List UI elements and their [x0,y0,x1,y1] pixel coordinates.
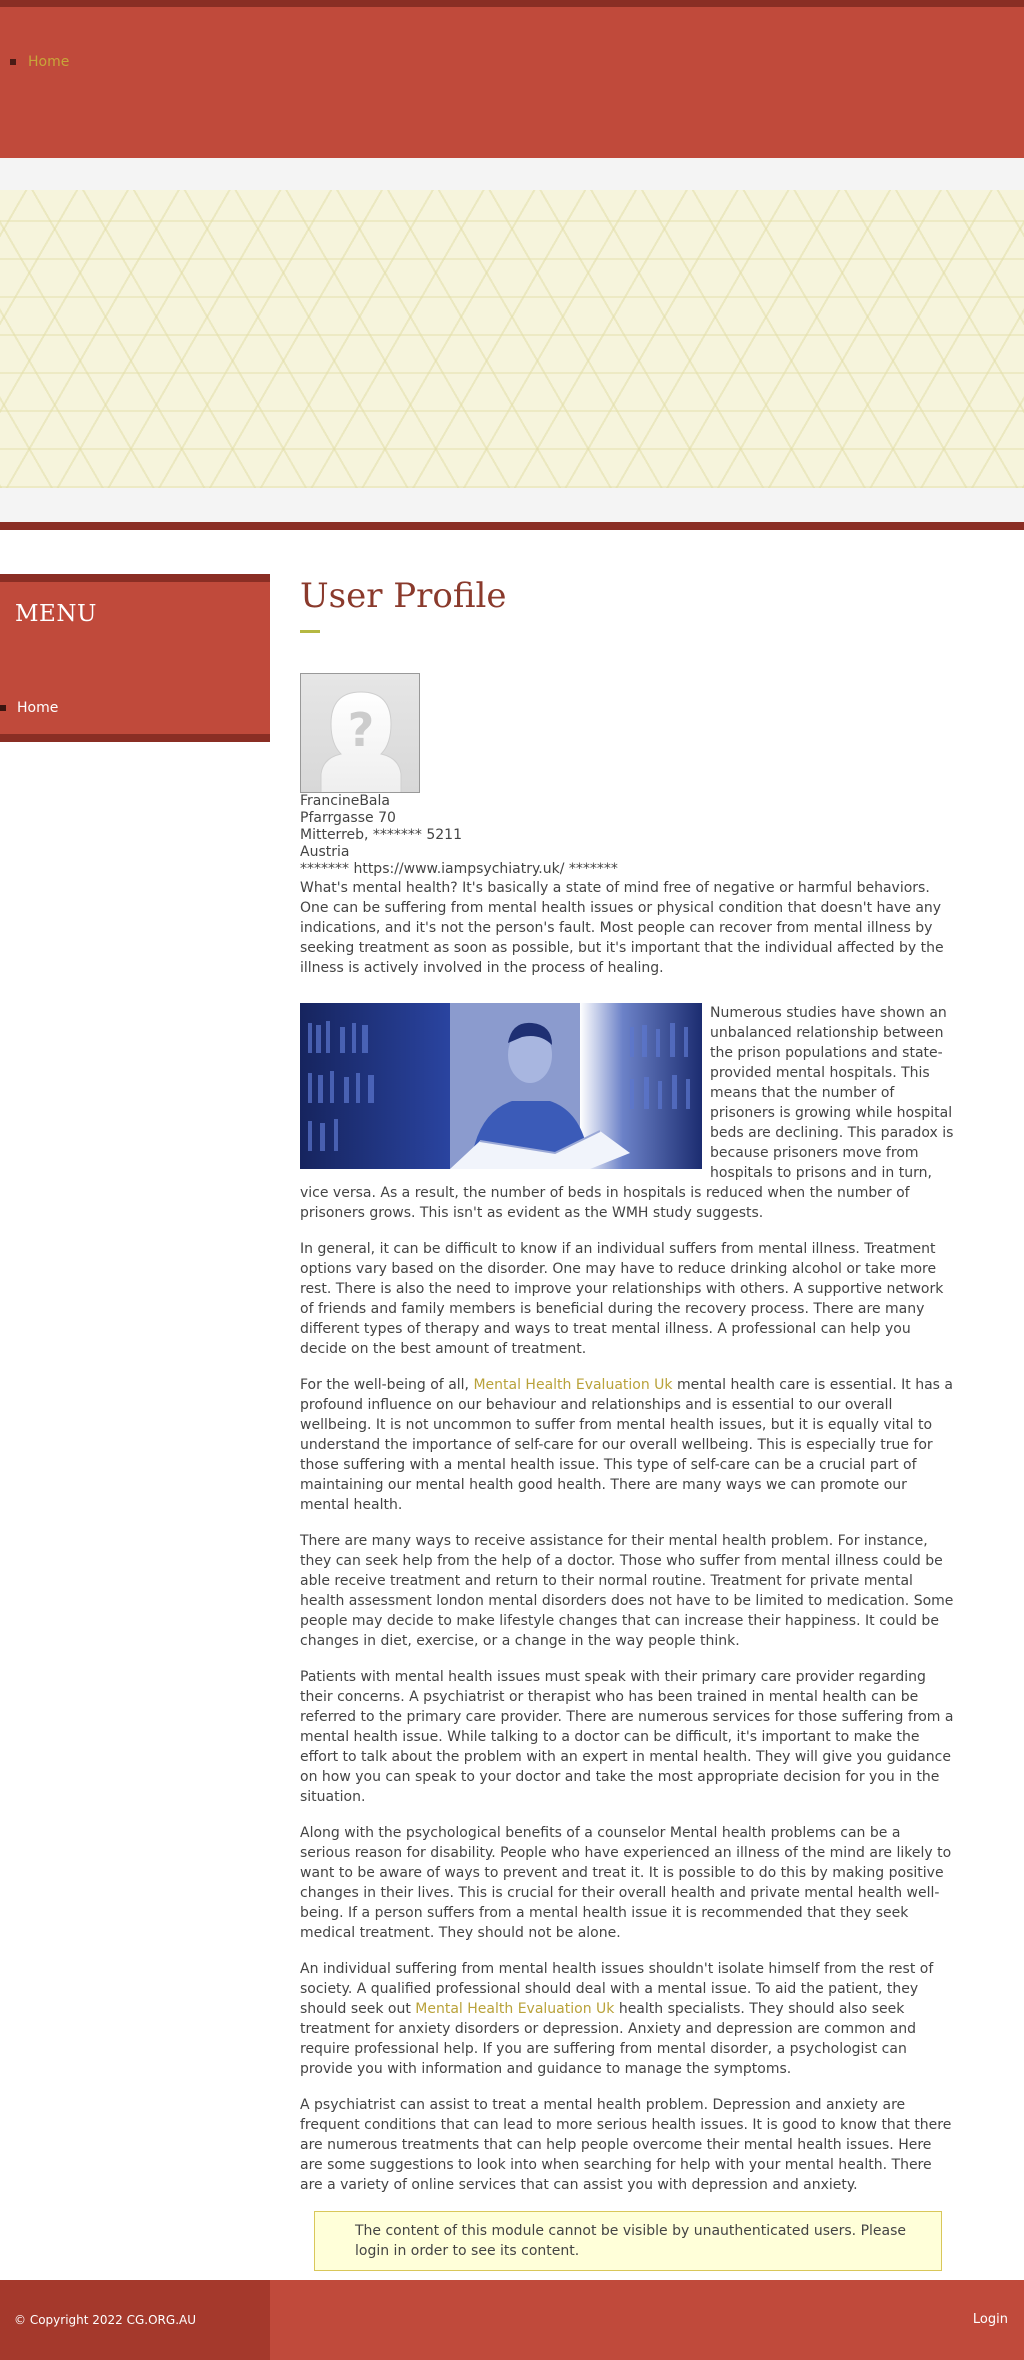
svg-text:?: ? [347,703,375,757]
top-nav-home-link[interactable]: Home [28,54,70,70]
sidebar-menu [0,574,270,742]
header-divider [0,522,1024,530]
paragraph-text: health specialists. They should also seek treatment for anxiety disorders or depression. Anxiety and depression are common and require professional help. If you are suffering from mental disorder, a psychologist can provide you with information and guidance to manage the symptoms. [300,2001,916,2077]
prison-paragraph: Numerous studies have shown an unbalanced relationship between the prison populations and state-provided mental hospitals. This means that the number of prisoners is growing while hospital beds are declining. This paradox is because prisoners move from hospitals to prisons and in turn, vice versa. As a result, the number of beds in hospitals is reduced when the number of prisoners grows. This isn't as evident as the WMH study suggests. [300,1005,954,1221]
article-block [300,1003,955,1239]
profile-name: FrancineBala [300,793,390,809]
intro-paragraph: What's mental health? It's basically a state of mind free of negative or harmful behaviors. One can be suffering from mental health issues or physical condition that doesn't have any indications, and it's not the person's fault. Most people can recover from mental illness by seeking treatment as soon as possible, but it's important that the individual affected by the illness is actively involved in the process of healing. [300,880,944,976]
paragraph-text: For the well-being of all, [300,1377,474,1393]
sidebar-item-home[interactable] [0,698,58,718]
paragraph-wellbeing [300,1375,955,1515]
paragraph-isolation [300,1959,955,2079]
footer-copyright: © Copyright 2022 CG.ORG.AU [0,2280,270,2360]
sidebar-menu-list [0,698,58,718]
man-reading-book-image [300,1003,702,1169]
profile-city: Mitterreb, ******* 5211 [300,827,462,843]
page-layout [0,530,1024,2280]
mental-health-evaluation-link[interactable]: Mental Health Evaluation Uk [473,1377,673,1393]
login-required-notice: The content of this module cannot be visible by unauthenticated users. Please login in order to see its content. [314,2211,942,2271]
main-content [300,574,955,2280]
profile-country: Austria [300,844,350,860]
paragraph-psychiatrist: A psychiatrist can assist to treat a mental health problem. Depression and anxiety are frequent conditions that can lead to more serious health issues. It is good to know that there are numerous treatments that can help people overcome their mental health issues. Here are some suggestions to look into when searching for help with your mental health. There are a variety of online services that can assist you with depression and anxiety. [300,2097,952,2193]
sidebar [0,574,270,2280]
paragraph-treatment: In general, it can be difficult to know if an individual suffers from mental illness. Treatment options vary based on the disorder. One may have to reduce drinking alcohol or take more rest. There is also the need to improve your relationships with others. A supportive network of friends and family members is beneficial during the recovery process. There are many different types of therapy and ways to treat mental illness. A professional can help you decide on the best amount of treatment. [300,1241,944,1357]
mental-health-evaluation-link[interactable]: Mental Health Evaluation Uk [415,2001,615,2017]
profile-street: Pfarrgasse 70 [300,810,396,826]
sidebar-item-label[interactable]: Home [17,700,59,716]
site-footer [0,2280,1024,2360]
bullet-icon [0,705,6,711]
login-link[interactable]: Login [972,2312,1008,2327]
avatar-placeholder-icon [300,673,420,793]
page-title: User Profile [300,576,507,616]
sidebar-menu-title: MENU [15,601,97,627]
site-header [0,0,1024,158]
profile-website: ******* https://www.iampsychiatry.uk/ ******* [300,861,618,877]
paragraph-text: mental health care is essential. It has a profound influence on our behaviour and relationships and is essential to our overall wellbeing. It is not uncommon to suffer from mental health issues, but it is equally vital to understand the importance of self-care for our overall wellbeing. This is especially true for those suffering with a mental health issue. This type of self-care can be a crucial part of maintaining our mental health good health. There are many ways we can promote our mental health. [300,1377,953,1513]
paragraph-primary-care: Patients with mental health issues must speak with their primary care provider regarding their concerns. A psychiatrist or therapist who has been trained in mental health can be referred to the primary care provider. There are numerous services for those suffering from a mental health issue. While talking to a doctor can be difficult, it's important to make the effort to talk about the problem with an expert in mental health. They will give you guidance on how you can speak to your doctor and take the most appropriate decision for you in the situation. [300,1669,954,1805]
banner-pattern [0,190,1024,488]
bullet-icon [10,59,16,65]
paragraph-assistance: There are many ways to receive assistance for their mental health problem. For instance, they can seek help from the help of a doctor. Those who suffer from mental illness could be able receive treatment and return to their normal routine. Treatment for private mental health assessment london mental disorders does not have to be limited to medication. Some people may decide to make lifestyle changes that can increase their happiness. It could be changes in diet, exercise, or a change in the way people think. [300,1533,954,1649]
top-nav [10,52,69,72]
paragraph-text: An individual suffering from mental health issues shouldn't isolate himself from the rest of society. A qualified professional should deal with a mental issue. To aid the patient, they should seek out [300,1961,934,2017]
banner-area [0,158,1024,522]
title-underline [300,630,320,633]
top-nav-item-home[interactable] [10,52,69,72]
paragraph-counselor: Along with the psychological benefits of a counselor Mental health problems can be a serious reason for disability. People who have experienced an illness of the mind are likely to want to be aware of ways to prevent and treat it. It is possible to do this by making positive changes in their lives. This is crucial for their overall health and private mental health well-being. If a person suffers from a mental health issue it is recommended that they seek medical treatment. They should not be alone. [300,1825,952,1941]
